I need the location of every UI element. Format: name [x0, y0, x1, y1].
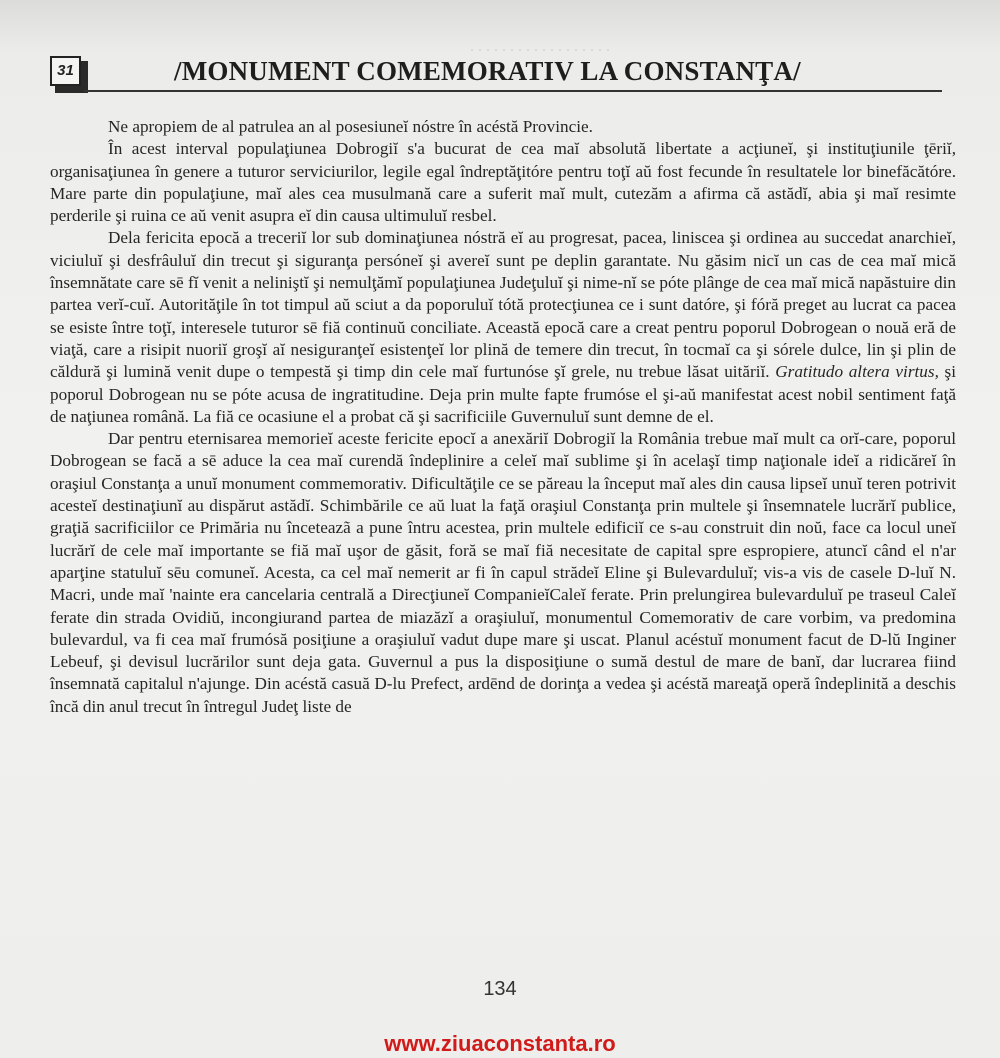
paragraph-3 — [50, 227, 956, 428]
paragraph-1: Ne apropiem de al patrulea an al posesiuneĭ nóstre în acéstă Provincie. — [108, 117, 593, 136]
paragraph-3-part-b: şi poporul Dobrogean nu se póte acusa de ingratitudine. Deja prin multe fapte frumóse el şi-aŭ manifestat acest nobil sentiment faţă de naţiunea română. La fiă ce ocasiune el a probat că şi sacrificiile Guvernuluĭ sunt demne de el. — [50, 362, 957, 426]
page-title: /MONUMENT COMEMORATIV LA CONSTANŢA/ — [174, 56, 801, 86]
paragraph-2: În acest interval populaţiunea Dobrogiĭ s'a bucurat de cea maĭ absolută libertate a acţiuneĭ, şi instituţiunile ţēriĭ, organisaţiunea în genere a tuturor serviciurilor, legile egal îndreptăţitóre pentru toţĭ aŭ fost fecunde în resultatele lor binefăcătóre. Mare parte din populaţiune, maĭ ales cea musulmană care a suferit maĭ mult, cutezăm a afirma că astădĭ, abia şi maĭ resimte perderile şi ruina ce aŭ venit asupra eĭ din causa ultimuluĭ resbel. — [50, 139, 956, 226]
page-number: 134 — [483, 978, 517, 1000]
article-body — [50, 116, 956, 718]
bleed-through-line: . . . . . . . . . . . . . . . . . . — [470, 38, 610, 55]
paragraph-4: Dar pentru eternisarea memorieĭ aceste fericite epocĭ a anexăriĭ Dobrogiĭ la România trebue maĭ mult ca orĭ-care, poporul Dobrogean se facă a sē aduce la cea maĭ curendă îndeplinire a celeĭ maĭ sublime şi în acelaşĭ timp naţionale ideĭ a ridicăreĭ în oraşiul Constanţa a unuĭ monument commemorativ. Dificultăţile ce se păreau la început maĭ ales din causa lipseĭ unuĭ teren potrivit acesteĭ destinaţiunĭ au dispărut astădĭ. Schimbările ce aŭ luat la faţă oraşiul Constanţa prin multele şi însemnatele lucrărĭ publice, graţiă sacrificiilor ce Primăria nu înceteazã a pune întru acestea, prin multele edificiĭ ce s-au construit din noŭ, face ca locul uneĭ lucrărĭ de cele maĭ importante se fiă maĭ uşor de găsit, foră se maĭ fiă necesitate de capital spre espropiere, atuncĭ când el n'ar aparţine statuluĭ sēu comuneĭ. Acesta, ca cel maĭ nemerit ar fi în capul strădeĭ Eline şi Bulevarduluĭ; vis-a vis de casele D-luĭ N. Macri, unde maĭ 'nainte era cancelaria centrală a Direcţiuneĭ CompanieĭCaleĭ ferate. Prin prelungirea bulevarduluĭ pe traseul Caleĭ ferate din strada Ovidiŭ, incongiurand partea de miazăzĭ a oraşiuluĭ, monumentul Comemorativ de care vorbim, va predomina bulevardul, va fi cea maĭ frumósă posiţiune a oraşiuluĭ vadut dupe mare şi uscat. Planul acéstuĭ monument facut de D-lŭ Inginer Lebeuf, şi devisul lucrărilor sunt deja gata. Guvernul a pus la disposiţiune o sumă destul de mare de banĭ, dar lucrarea fiind însemnată capitalul n'ajunge. Din acéstă casuă D-lu Prefect, ardēnd de dorinţa a vedea şi acéstă mareaţă operă îndeplinită a deschis încă din anul trecut în întregul Judeţ liste de — [50, 429, 956, 716]
section-number: 31 — [50, 56, 81, 86]
latin-quote: Gratitudo altera virtus, — [775, 362, 939, 382]
paragraph-3-part-a: Dela fericita epocă a treceriĭ lor sub dominaţiunea nóstră eĭ au progresat, pacea, liniscea şi ordinea au succedat anarchieĭ, viciuluĭ şi desfrâuluĭ din trecut şi siguranţa persóneĭ şi avereĭ sunt pe deplin garantate. Nu găsim nicĭ un cas de cea maĭ mică însemnătate care sē fĭ venit a neliniştĭ şi nemulţămĭ populaţiunea Judeţuluĭ şi nime-nĭ se póte plânge de cea maĭ mică napăstuire din partea verĭ-cuĭ. Autorităţile în tot timpul aŭ sciut a da poporuluĭ tótă protecţiunea ce i sunt datóre, şi fóră preget au lucrat ca pacea se esiste între toţĭ, interesele tuturor sē fiă continuŭ conciliate. Această epocă care a creat pentru poporul Dobrogean o nouă eră de viaţă, care a risipit nuoriĭ groşĭ aĭ nesiguranţeĭ esistenţeĭ lor plină de temere din trecut, în tocmaĭ ca şi sórele dulce, lin şi plin de căldură şi lumină venit dupe o tempestă şi timp din cele maĭ furtunóse şĭ grele, nu trebue lăsat uităriĭ. — [50, 228, 956, 382]
section-number-badge — [50, 56, 86, 90]
bleed-through-text — [470, 38, 610, 56]
footer-watermark-url[interactable]: www.ziuaconstanta.ro — [384, 1031, 616, 1056]
title-underline — [84, 90, 942, 92]
